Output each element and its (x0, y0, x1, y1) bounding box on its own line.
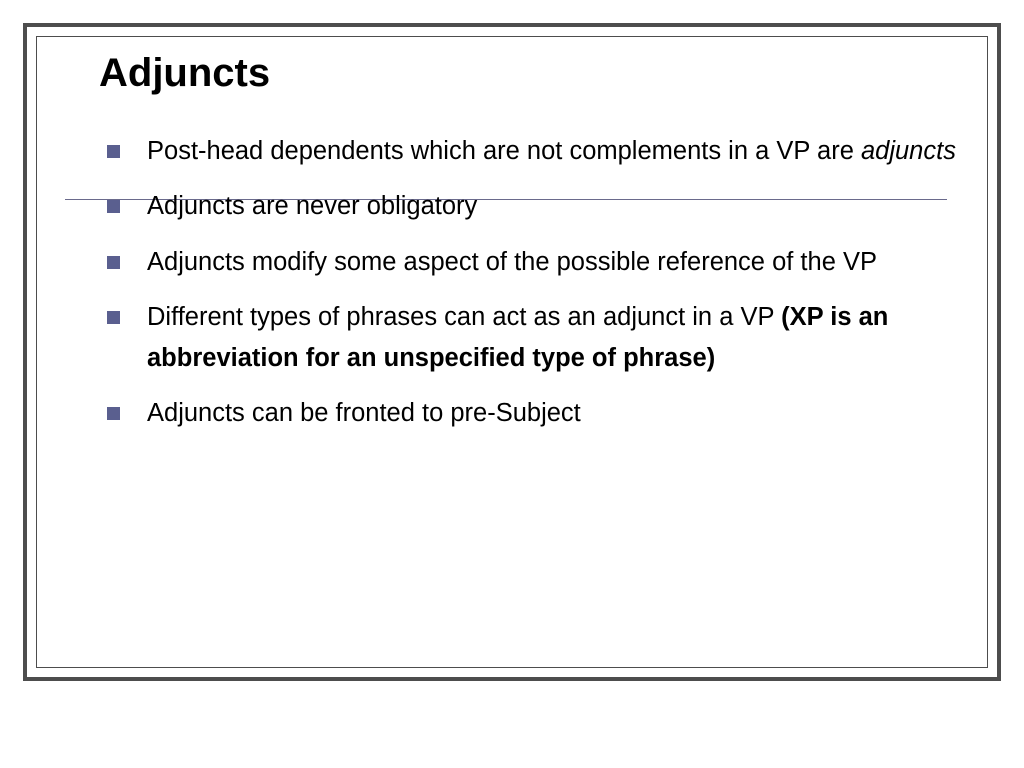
bullet-segment-bold: (XP is an abbreviation for an unspecified type of phrase) (147, 302, 889, 373)
bullet-text-3 (147, 248, 877, 276)
bullet-segment-italic: adjuncts (860, 137, 956, 165)
square-bullet-icon (107, 200, 120, 213)
list-item (75, 393, 963, 434)
slide-frame-inner (36, 36, 988, 668)
bullet-segment: Different types of phrases can act as an adjunct in a VP (147, 302, 782, 331)
list-item (75, 131, 963, 172)
bullet-text-4 (147, 303, 888, 372)
bullet-segment: Post-head dependents which are not complements in a VP are (147, 137, 861, 165)
bullet-segment: Adjuncts modify some aspect of the possible reference of the VP (147, 247, 877, 276)
list-item (75, 297, 963, 380)
square-bullet-icon (107, 256, 120, 269)
bullet-segment: Adjuncts can be fronted to pre-Subject (147, 399, 581, 428)
page-title: Adjuncts (99, 51, 271, 95)
square-bullet-icon (107, 407, 120, 420)
bullet-text-1 (147, 137, 956, 165)
bullet-text-5 (147, 399, 581, 427)
square-bullet-icon (107, 145, 120, 158)
list-item (75, 242, 963, 283)
bullet-segment: Adjuncts are never obligatory (147, 192, 478, 221)
bullet-list (75, 131, 963, 449)
list-item (75, 186, 963, 227)
square-bullet-icon (107, 311, 120, 324)
slide-frame-outer (23, 23, 1001, 681)
bullet-text-2 (147, 192, 477, 220)
